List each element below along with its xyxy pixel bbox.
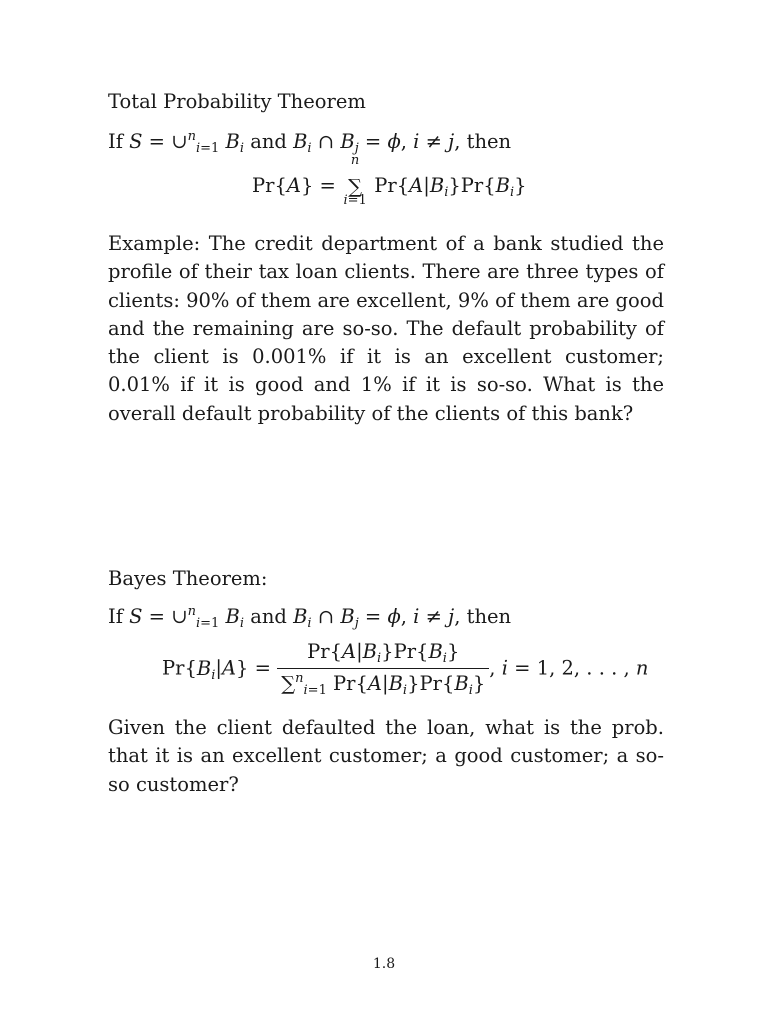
bayes-question-paragraph: Given the client defaulted the loan, what is the prob. that it is an excellent customer; a good customer; a so-so customer?	[108, 716, 664, 796]
bayes-fraction: $\frac{Pr\{A|B_i\}Pr\{B_i\}}{\sum^n_{i=1} Pr\{A|B_i\}Pr\{B_i\}}$	[277, 640, 489, 698]
bayes-condition: If S = ∪$^n_{i=1}$ $B_i$ and $B_i$ ∩ $B_j = \phi$, i ≠ j, then	[108, 604, 512, 631]
condition-and: and	[250, 605, 287, 628]
summation-symbol: n ∑ i=1	[343, 153, 367, 208]
condition-if: If	[108, 130, 123, 153]
page-number: 1.8	[372, 956, 396, 972]
example-paragraph: Example: The credit department of a bank studied the profile of their tax loan clients. There are three types of clients: 90% of them are excellent, 9% of them are good and the remaining are so-so. The default probability of the client is 0.001% if it is an excellent customer; 0.01% if it is good and 1% if it is so-so. What is the overall default probability of the clients of this bank?	[108, 232, 664, 425]
condition-and: and	[250, 130, 287, 153]
condition-if: If	[108, 605, 123, 628]
bayes-theorem-title: Bayes Theorem:	[108, 567, 268, 590]
bayes-formula: $Pr\{B_i|A\}$ = $\frac{Pr\{A|B_i\}Pr\{B_i\}}{\sum^n_{i=1} Pr\{A|B_i\}Pr\{B_i\}}$ , i = 1, 2, . . . , n	[162, 640, 649, 698]
total-probability-condition: If S = ∪$^n_{i=1}$ $B_i$ and $B_i$ ∩ $B_j = \phi$, i ≠ j, then	[108, 129, 512, 156]
total-probability-formula: Pr{A} = n ∑ i=1 $Pr\{A|B_i\}Pr\{B_i\}$	[252, 153, 527, 208]
condition-then: , then	[454, 130, 512, 153]
total-probability-title: Total Probability Theorem	[108, 90, 366, 113]
condition-then: , then	[454, 605, 512, 628]
